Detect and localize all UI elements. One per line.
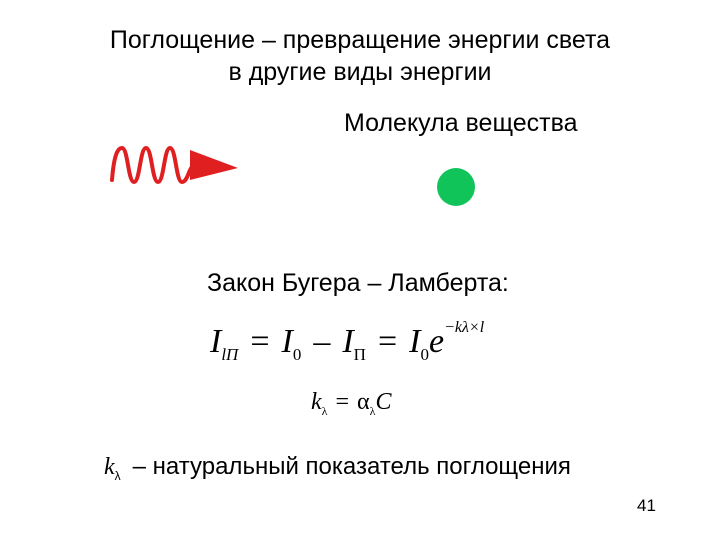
slide-title-line-2: в другие виды энергии — [228, 58, 492, 86]
definition-line: $k_\lambda$ – натуральный показатель поглощения — [104, 453, 571, 483]
slide-title — [0, 24, 720, 88]
eq-term-Ip: $I_П$ — [342, 323, 366, 364]
molecule-icon — [437, 168, 475, 206]
absorption-coefficient-equation: $k_\lambda = \alpha_\lambda C$ — [311, 389, 392, 418]
photon-arrowhead — [190, 150, 238, 180]
bouguer-lambert-equation: $I_{lП} = I_0 - I_П = I_0e^{-k\lambda\times l}$ — [210, 319, 485, 364]
eq-term-I-lp: $I_{lП}$ — [210, 323, 239, 364]
page-number: 41 — [637, 496, 656, 515]
law-title: Закон Бугера – Ламберта: — [207, 269, 509, 297]
slide-title-line-1: Поглощение – превращение энергии света — [109, 26, 611, 54]
definition-text: – натуральный показатель поглощения — [132, 453, 571, 480]
photon-wave — [112, 148, 194, 182]
photon-wave-arrow-icon — [104, 140, 244, 188]
molecule-label: Молекула вещества — [344, 109, 578, 137]
eq-term-I0-exp: $I_0e^{-k\lambda\times l}$ — [409, 319, 485, 364]
eq-term-I0: $I_0$ — [281, 323, 302, 364]
